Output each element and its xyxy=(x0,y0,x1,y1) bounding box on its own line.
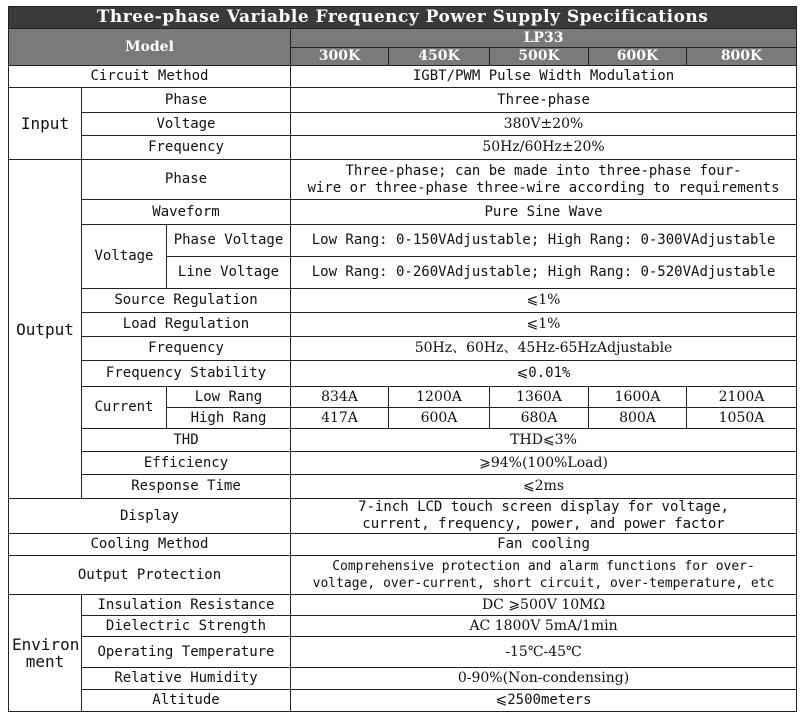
display-line-1: 7-inch LCD touch screen display for voltage, xyxy=(358,499,729,515)
current-high-800k: 1050A xyxy=(687,408,797,429)
current-low-300k: 834A xyxy=(291,387,389,408)
current-high-300k: 417A xyxy=(291,408,389,429)
model-300k: 300K xyxy=(291,48,389,66)
input-phase-value: Three-phase xyxy=(291,88,797,113)
display-value xyxy=(291,499,797,534)
current-low-600k: 1600A xyxy=(589,387,687,408)
output-phase-row xyxy=(9,160,797,200)
altitude-value: ⩽2500meters xyxy=(291,690,797,712)
output-frequency-label: Frequency xyxy=(82,337,291,361)
dielectric-strength-label: Dielectric Strength xyxy=(82,616,291,637)
operating-temperature-row xyxy=(9,637,797,668)
output-frequency-row xyxy=(9,337,797,361)
load-regulation-label: Load Regulation xyxy=(82,313,291,337)
efficiency-label: Efficiency xyxy=(82,452,291,475)
output-phase-line-2: wire or three-phase three-wire according to requirements xyxy=(307,179,780,196)
response-time-value: ⩽2ms xyxy=(291,475,797,499)
thd-label: THD xyxy=(82,429,291,452)
load-regulation-value: ⩽1% xyxy=(291,313,797,337)
operating-temperature-value: -15℃-45℃ xyxy=(291,637,797,668)
insulation-resistance-row xyxy=(9,595,797,616)
model-label: Model xyxy=(9,29,291,66)
phase-voltage-label: Phase Voltage xyxy=(167,225,291,257)
insulation-resistance-label: Insulation Resistance xyxy=(82,595,291,616)
thd-row xyxy=(9,429,797,452)
waveform-value: Pure Sine Wave xyxy=(291,200,797,225)
environment-label-line-1: Environ xyxy=(12,635,80,654)
relative-humidity-value: 0-90%(Non-condensing) xyxy=(291,668,797,690)
relative-humidity-label: Relative Humidity xyxy=(82,668,291,690)
output-protection-line-2: voltage, over-current, short circuit, over-temperature, etc xyxy=(312,576,775,591)
waveform-row xyxy=(9,200,797,225)
waveform-label: Waveform xyxy=(82,200,291,225)
altitude-row xyxy=(9,690,797,712)
series-label: LP33 xyxy=(291,29,797,48)
display-line-2: current, frequency, power, and power factor xyxy=(362,516,725,532)
phase-voltage-value: Low Rang: 0-150VAdjustable; High Rang: 0-300VAdjustable xyxy=(291,225,797,257)
dielectric-strength-value: AC 1800V 5mA/1min xyxy=(291,616,797,637)
output-frequency-value: 50Hz、60Hz、45Hz-65HzAdjustable xyxy=(291,337,797,361)
input-voltage-row xyxy=(9,113,797,136)
frequency-stability-label: Frequency Stability xyxy=(82,361,291,387)
current-low-500k: 1360A xyxy=(490,387,589,408)
frequency-stability-row xyxy=(9,361,797,387)
cooling-method-value: Fan cooling xyxy=(291,534,797,556)
source-regulation-row xyxy=(9,289,797,313)
circuit-method-label: Circuit Method xyxy=(9,66,291,88)
circuit-method-row xyxy=(9,66,797,88)
line-voltage-label: Line Voltage xyxy=(167,257,291,289)
model-800k: 800K xyxy=(687,48,797,66)
specifications-table xyxy=(8,6,797,712)
input-phase-label: Phase xyxy=(82,88,291,113)
cooling-method-row xyxy=(9,534,797,556)
cooling-method-label: Cooling Method xyxy=(9,534,291,556)
input-phase-row xyxy=(9,88,797,113)
current-high-450k: 600A xyxy=(389,408,490,429)
input-group-label: Input xyxy=(9,88,82,160)
output-voltage-label: Voltage xyxy=(82,225,167,289)
output-phase-label: Phase xyxy=(82,160,291,200)
response-time-row xyxy=(9,475,797,499)
environment-group-label xyxy=(9,595,82,712)
output-protection-label: Output Protection xyxy=(9,556,291,595)
model-450k: 450K xyxy=(389,48,490,66)
input-frequency-value: 50Hz/60Hz±20% xyxy=(291,136,797,160)
phase-voltage-row xyxy=(9,225,797,257)
response-time-label: Response Time xyxy=(82,475,291,499)
title-row xyxy=(9,7,797,29)
circuit-method-value: IGBT/PWM Pulse Width Modulation xyxy=(291,66,797,88)
input-voltage-value: 380V±20% xyxy=(291,113,797,136)
efficiency-row xyxy=(9,452,797,475)
source-regulation-label: Source Regulation xyxy=(82,289,291,313)
source-regulation-value: ⩽1% xyxy=(291,289,797,313)
current-high-600k: 800A xyxy=(589,408,687,429)
relative-humidity-row xyxy=(9,668,797,690)
display-label: Display xyxy=(9,499,291,534)
environment-label-line-2: ment xyxy=(25,652,65,671)
output-protection-row xyxy=(9,556,797,595)
current-low-row xyxy=(9,387,797,408)
dielectric-strength-row xyxy=(9,616,797,637)
input-frequency-row xyxy=(9,136,797,160)
thd-value: THD⩽3% xyxy=(291,429,797,452)
load-regulation-row xyxy=(9,313,797,337)
efficiency-value: ⩾94%(100%Load) xyxy=(291,452,797,475)
input-frequency-label: Frequency xyxy=(82,136,291,160)
display-row xyxy=(9,499,797,534)
current-low-450k: 1200A xyxy=(389,387,490,408)
current-low-800k: 2100A xyxy=(687,387,797,408)
output-group-label: Output xyxy=(9,160,82,499)
insulation-resistance-value: DC ⩾500V 10MΩ xyxy=(291,595,797,616)
table-title: Three-phase Variable Frequency Power Supply Specifications xyxy=(9,7,797,29)
output-protection-line-1: Comprehensive protection and alarm functions for over- xyxy=(332,559,755,574)
model-600k: 600K xyxy=(589,48,687,66)
output-protection-value xyxy=(291,556,797,595)
input-voltage-label: Voltage xyxy=(82,113,291,136)
line-voltage-value: Low Rang: 0-260VAdjustable; High Rang: 0-520VAdjustable xyxy=(291,257,797,289)
model-500k: 500K xyxy=(490,48,589,66)
header-row xyxy=(9,29,797,48)
current-high-label: High Rang xyxy=(167,408,291,429)
current-low-label: Low Rang xyxy=(167,387,291,408)
altitude-label: Altitude xyxy=(82,690,291,712)
current-high-500k: 680A xyxy=(490,408,589,429)
output-phase-line-1: Three-phase; can be made into three-phase four- xyxy=(345,162,742,179)
output-phase-value xyxy=(291,160,797,200)
operating-temperature-label: Operating Temperature xyxy=(82,637,291,668)
current-label: Current xyxy=(82,387,167,429)
frequency-stability-value: ⩽0.01% xyxy=(291,361,797,387)
